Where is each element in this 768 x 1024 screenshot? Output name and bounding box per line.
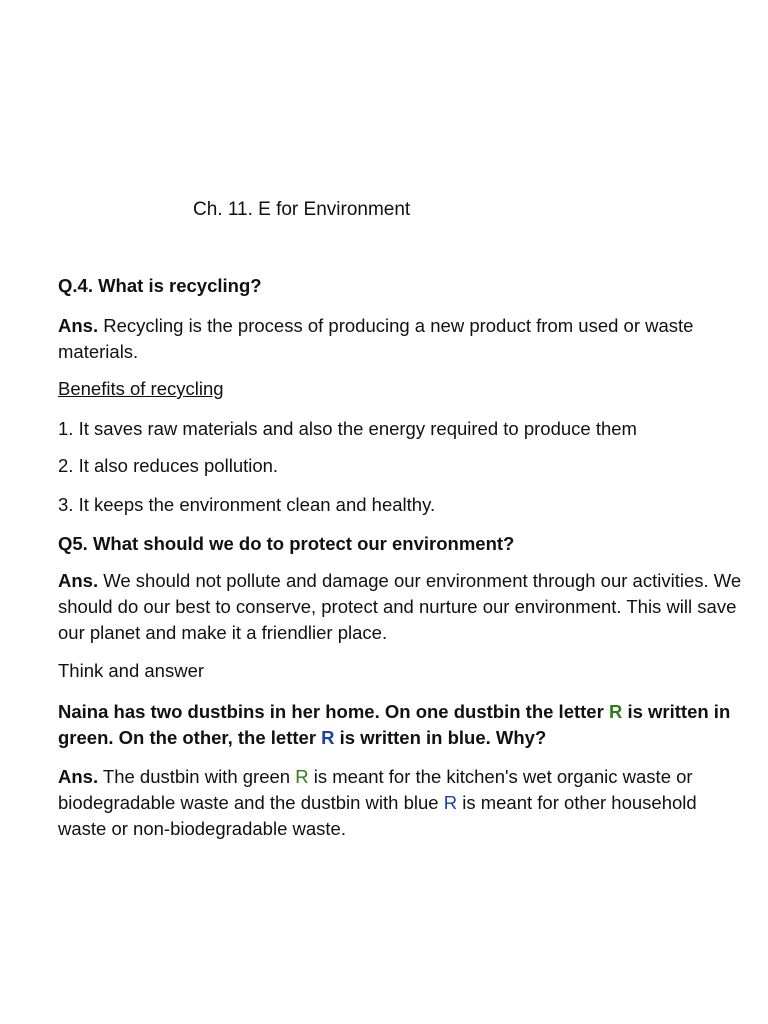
answer-text: is meant for the kitchen's wet organic waste or biodegradable waste and the dustbin with blue xyxy=(58,766,693,813)
answer-5 xyxy=(58,568,748,646)
benefits-heading: Benefits of recycling xyxy=(58,378,224,399)
blue-letter-r: R xyxy=(443,792,458,813)
benefit-item-3: 3. It keeps the environment clean and healthy. xyxy=(58,494,436,515)
naina-answer xyxy=(58,764,748,842)
naina-question xyxy=(58,699,748,751)
answer-4 xyxy=(58,313,748,365)
answer-prefix: Ans. xyxy=(58,570,99,591)
answer-text: Recycling is the process of producing a new product from used or waste materials. xyxy=(58,315,694,362)
benefit-item-1: 1. It saves raw materials and also the energy required to produce them xyxy=(58,418,637,439)
benefit-item-2: 2. It also reduces pollution. xyxy=(58,455,279,476)
answer-text: The dustbin with green xyxy=(98,766,296,787)
answer-prefix: Ans. xyxy=(58,766,99,787)
answer-text: is meant for other household waste or non-biodegradable waste. xyxy=(58,792,697,839)
think-and-answer-heading: Think and answer xyxy=(58,660,205,681)
question-5: Q5. What should we do to protect our environment? xyxy=(58,533,515,554)
answer-text: We should not pollute and damage our environment through our activities. We should do our best to conserve, protect and nurture our environment. This will save our planet and make it a friendlier place. xyxy=(58,570,742,643)
blue-letter-r: R xyxy=(321,727,335,748)
answer-prefix: Ans. xyxy=(58,315,99,336)
green-letter-r: R xyxy=(608,701,623,722)
question-text: Naina has two dustbins in her home. On one dustbin the letter xyxy=(58,701,609,722)
question-text: is written in green. On the other, the letter xyxy=(58,701,731,748)
chapter-title: Ch. 11. E for Environment xyxy=(193,199,411,220)
green-letter-r: R xyxy=(295,766,309,787)
question-text: is written in blue. Why? xyxy=(334,727,547,748)
question-4: Q.4. What is recycling? xyxy=(58,275,262,296)
